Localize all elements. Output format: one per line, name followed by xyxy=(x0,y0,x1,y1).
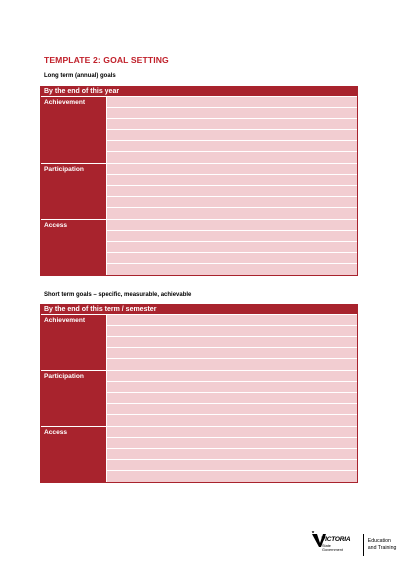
goal-entry-row[interactable] xyxy=(106,404,357,415)
goal-entry-row[interactable] xyxy=(106,460,357,471)
long-term-section-access xyxy=(41,220,357,275)
goal-entry-row[interactable] xyxy=(106,242,357,253)
short-term-section-achievement xyxy=(41,315,357,371)
department-line-2: and Training xyxy=(367,545,397,551)
section-rows xyxy=(106,315,357,370)
section-label: Achievement xyxy=(41,315,106,370)
section-label: Participation xyxy=(41,371,106,426)
logo-sub-1: State xyxy=(322,544,331,548)
goal-entry-row[interactable] xyxy=(106,382,357,393)
goal-entry-row[interactable] xyxy=(106,220,357,231)
goal-entry-row[interactable] xyxy=(106,231,357,242)
goal-entry-row[interactable] xyxy=(106,264,357,275)
goal-entry-row[interactable] xyxy=(106,164,357,175)
section-label: Access xyxy=(41,427,106,482)
footer-logo xyxy=(311,531,396,559)
long-term-grid-header: By the end of this year xyxy=(41,87,357,97)
goal-entry-row[interactable] xyxy=(106,427,357,438)
section-rows xyxy=(106,164,357,219)
goal-entry-row[interactable] xyxy=(106,415,357,426)
goal-entry-row[interactable] xyxy=(106,326,357,337)
long-term-heading: Long term (annual) goals xyxy=(44,73,116,79)
goal-entry-row[interactable] xyxy=(106,130,357,141)
long-term-grid xyxy=(40,86,358,276)
section-label: Access xyxy=(41,220,106,275)
goal-entry-row[interactable] xyxy=(106,393,357,404)
victoria-logo-mark xyxy=(311,531,359,559)
goal-entry-row[interactable] xyxy=(106,208,357,219)
goal-entry-row[interactable] xyxy=(106,108,357,119)
goal-entry-row[interactable] xyxy=(106,197,357,208)
short-term-heading: Short term goals – specific, measurable, achievable xyxy=(44,292,192,298)
department-line-1: Education xyxy=(367,538,391,544)
long-term-section-achievement xyxy=(41,97,357,164)
logo-word: VICTORIA xyxy=(321,536,351,543)
section-label: Participation xyxy=(41,164,106,219)
department-name xyxy=(368,538,397,552)
goal-entry-row[interactable] xyxy=(106,186,357,197)
logo-sub-2: Government xyxy=(322,548,343,552)
goal-entry-row[interactable] xyxy=(106,315,357,326)
short-term-section-access xyxy=(41,427,357,482)
goal-entry-row[interactable] xyxy=(106,175,357,186)
goal-entry-row[interactable] xyxy=(106,253,357,264)
goal-entry-row[interactable] xyxy=(106,152,357,163)
goal-entry-row[interactable] xyxy=(106,97,357,108)
page-title: TEMPLATE 2: GOAL SETTING xyxy=(44,55,169,65)
section-rows xyxy=(106,220,357,275)
logo-divider xyxy=(363,534,364,556)
goal-entry-row[interactable] xyxy=(106,119,357,130)
short-term-grid-header: By the end of this term / semester xyxy=(41,305,357,315)
short-term-section-participation xyxy=(41,371,357,427)
section-rows xyxy=(106,97,357,163)
goal-entry-row[interactable] xyxy=(106,438,357,449)
goal-entry-row[interactable] xyxy=(106,359,357,370)
section-rows xyxy=(106,427,357,482)
short-term-grid xyxy=(40,304,358,483)
long-term-section-participation xyxy=(41,164,357,220)
section-rows xyxy=(106,371,357,426)
section-label: Achievement xyxy=(41,97,106,163)
goal-entry-row[interactable] xyxy=(106,471,357,482)
goal-entry-row[interactable] xyxy=(106,348,357,359)
goal-entry-row[interactable] xyxy=(106,141,357,152)
goal-entry-row[interactable] xyxy=(106,449,357,460)
goal-entry-row[interactable] xyxy=(106,371,357,382)
goal-entry-row[interactable] xyxy=(106,337,357,348)
